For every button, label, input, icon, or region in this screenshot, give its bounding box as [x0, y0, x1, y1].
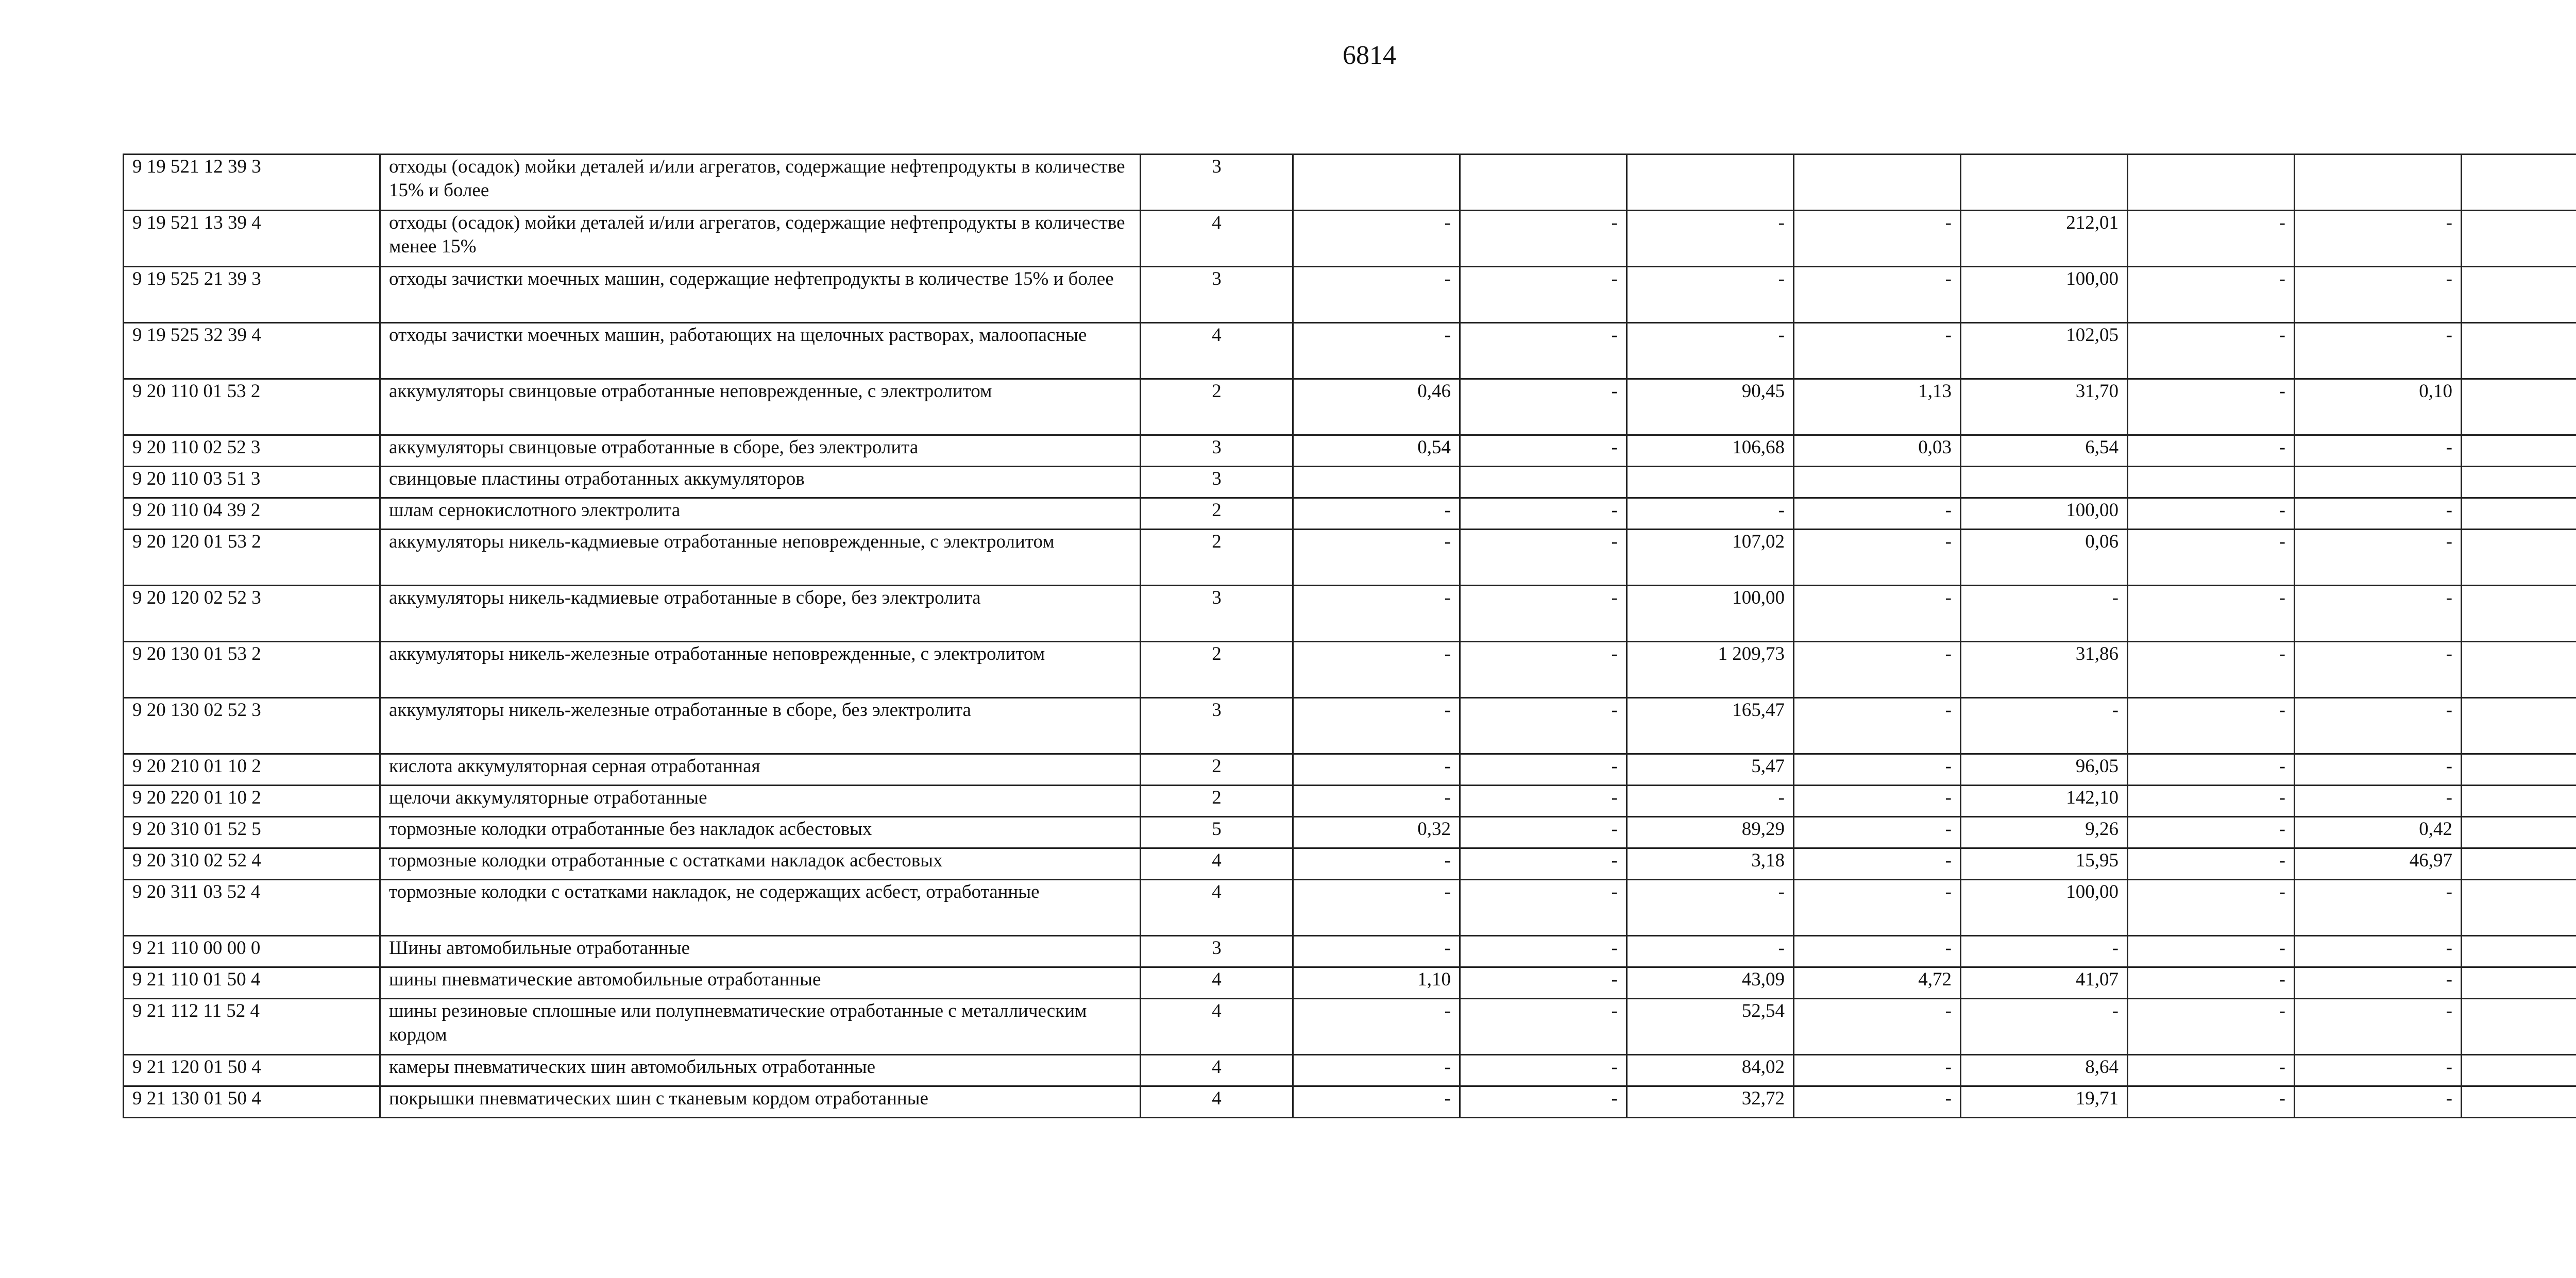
- value-cell: -: [1293, 786, 1460, 817]
- value-cell: -: [1293, 211, 1460, 267]
- value-cell: [1627, 467, 1794, 498]
- value-cell: -: [1460, 1055, 1627, 1086]
- value-cell: -: [2295, 586, 2462, 642]
- value-cell: -: [2128, 267, 2295, 323]
- value-cell: 52,54: [1627, 999, 1794, 1055]
- waste-name-cell: камеры пневматических шин автомобильных отработанные: [380, 1055, 1141, 1086]
- value-cell: -: [2128, 1086, 2295, 1118]
- value-cell: 0,10: [2295, 379, 2462, 435]
- value-cell: -: [2128, 786, 2295, 817]
- value-cell: -: [2128, 642, 2295, 698]
- value-cell: -: [2295, 435, 2462, 467]
- value-cell: 1 209,73: [1627, 642, 1794, 698]
- value-cell: 165,47: [1627, 698, 1794, 754]
- value-cell: -: [1794, 586, 1961, 642]
- value-cell: -: [1293, 1086, 1460, 1118]
- table-row: [124, 530, 2576, 586]
- hazard-class-cell: 5: [1141, 817, 1293, 848]
- table-row: [124, 698, 2576, 754]
- value-cell: -: [1460, 967, 1627, 999]
- hazard-class-cell: 3: [1141, 155, 1293, 211]
- value-cell: [2462, 936, 2576, 967]
- table-row: [124, 323, 2576, 379]
- value-cell: [2462, 754, 2576, 786]
- value-cell: -: [1460, 786, 1627, 817]
- waste-code-cell: 9 20 130 02 52 3: [124, 698, 380, 754]
- value-cell: [2462, 642, 2576, 698]
- value-cell: -: [2128, 880, 2295, 936]
- value-cell: [1794, 155, 1961, 211]
- value-cell: 46,97: [2295, 848, 2462, 880]
- value-cell: [2462, 880, 2576, 936]
- value-cell: -: [1293, 880, 1460, 936]
- value-cell: [2462, 323, 2576, 379]
- table-row: [124, 817, 2576, 848]
- value-cell: [1794, 467, 1961, 498]
- value-cell: -: [1460, 530, 1627, 586]
- value-cell: [2128, 155, 2295, 211]
- waste-code-cell: 9 20 210 01 10 2: [124, 754, 380, 786]
- value-cell: -: [1794, 786, 1961, 817]
- table-row: [124, 880, 2576, 936]
- value-cell: -: [2295, 498, 2462, 530]
- waste-name-cell: покрышки пневматических шин с тканевым кордом отработанные: [380, 1086, 1141, 1118]
- hazard-class-cell: 3: [1141, 698, 1293, 754]
- value-cell: [2462, 1055, 2576, 1086]
- value-cell: -: [2295, 1086, 2462, 1118]
- hazard-class-cell: 2: [1141, 754, 1293, 786]
- value-cell: [1961, 155, 2128, 211]
- value-cell: [2462, 999, 2576, 1055]
- hazard-class-cell: 4: [1141, 880, 1293, 936]
- hazard-class-cell: 2: [1141, 379, 1293, 435]
- waste-code-cell: 9 21 112 11 52 4: [124, 999, 380, 1055]
- value-cell: [1293, 155, 1460, 211]
- hazard-class-cell: 4: [1141, 1086, 1293, 1118]
- value-cell: [2462, 267, 2576, 323]
- value-cell: [2462, 155, 2576, 211]
- value-cell: -: [2128, 848, 2295, 880]
- waste-table: [123, 154, 2576, 1118]
- waste-name-cell: кислота аккумуляторная серная отработанная: [380, 754, 1141, 786]
- value-cell: -: [1627, 880, 1794, 936]
- waste-code-cell: 9 21 130 01 50 4: [124, 1086, 380, 1118]
- waste-code-cell: 9 20 220 01 10 2: [124, 786, 380, 817]
- table-row: [124, 211, 2576, 267]
- value-cell: -: [1293, 698, 1460, 754]
- value-cell: -: [2295, 880, 2462, 936]
- value-cell: 0,06: [1961, 530, 2128, 586]
- table-row: [124, 586, 2576, 642]
- value-cell: [2462, 848, 2576, 880]
- value-cell: [2462, 698, 2576, 754]
- waste-code-cell: 9 20 110 03 51 3: [124, 467, 380, 498]
- value-cell: -: [1794, 530, 1961, 586]
- value-cell: -: [1794, 698, 1961, 754]
- value-cell: 3,18: [1627, 848, 1794, 880]
- value-cell: -: [1794, 1055, 1961, 1086]
- table-row: [124, 498, 2576, 530]
- waste-code-cell: 9 21 110 00 00 0: [124, 936, 380, 967]
- value-cell: -: [2295, 267, 2462, 323]
- value-cell: 84,02: [1627, 1055, 1794, 1086]
- value-cell: 8,64: [1961, 1055, 2128, 1086]
- value-cell: 32,72: [1627, 1086, 1794, 1118]
- value-cell: -: [1794, 999, 1961, 1055]
- value-cell: 142,10: [1961, 786, 2128, 817]
- value-cell: -: [2295, 754, 2462, 786]
- waste-name-cell: щелочи аккумуляторные отработанные: [380, 786, 1141, 817]
- table-row: [124, 379, 2576, 435]
- waste-name-cell: шины резиновые сплошные или полупневматические отработанные с металлическим кордом: [380, 999, 1141, 1055]
- value-cell: -: [1794, 817, 1961, 848]
- value-cell: 0,32: [1293, 817, 1460, 848]
- value-cell: 102,05: [1961, 323, 2128, 379]
- value-cell: 89,29: [1627, 817, 1794, 848]
- table-row: [124, 967, 2576, 999]
- value-cell: 4,72: [1794, 967, 1961, 999]
- waste-name-cell: свинцовые пластины отработанных аккумуляторов: [380, 467, 1141, 498]
- value-cell: [1961, 467, 2128, 498]
- value-cell: -: [1794, 880, 1961, 936]
- value-cell: -: [2128, 379, 2295, 435]
- value-cell: 5,47: [1627, 754, 1794, 786]
- waste-name-cell: аккумуляторы свинцовые отработанные в сборе, без электролита: [380, 435, 1141, 467]
- value-cell: -: [2128, 586, 2295, 642]
- value-cell: -: [1293, 642, 1460, 698]
- value-cell: -: [1961, 936, 2128, 967]
- value-cell: -: [1293, 1055, 1460, 1086]
- table-body: [124, 155, 2576, 1118]
- value-cell: 0,46: [1293, 379, 1460, 435]
- table-row: [124, 754, 2576, 786]
- value-cell: -: [2295, 211, 2462, 267]
- waste-name-cell: отходы зачистки моечных машин, работающих на щелочных растворах, малоопасные: [380, 323, 1141, 379]
- hazard-class-cell: 4: [1141, 323, 1293, 379]
- value-cell: 9,26: [1961, 817, 2128, 848]
- value-cell: 106,68: [1627, 435, 1794, 467]
- value-cell: -: [1293, 267, 1460, 323]
- value-cell: 19,71: [1961, 1086, 2128, 1118]
- hazard-class-cell: 2: [1141, 642, 1293, 698]
- value-cell: [1627, 155, 1794, 211]
- hazard-class-cell: 2: [1141, 530, 1293, 586]
- value-cell: -: [1460, 435, 1627, 467]
- waste-name-cell: аккумуляторы никель-кадмиевые отработанные в сборе, без электролита: [380, 586, 1141, 642]
- table-row: [124, 435, 2576, 467]
- value-cell: [2462, 530, 2576, 586]
- value-cell: -: [1794, 323, 1961, 379]
- value-cell: -: [2128, 1055, 2295, 1086]
- value-cell: -: [1794, 1086, 1961, 1118]
- waste-code-cell: 9 20 110 04 39 2: [124, 498, 380, 530]
- waste-code-cell: 9 21 110 01 50 4: [124, 967, 380, 999]
- value-cell: 0,42: [2295, 817, 2462, 848]
- table-row: [124, 467, 2576, 498]
- value-cell: 90,45: [1627, 379, 1794, 435]
- value-cell: -: [2295, 530, 2462, 586]
- value-cell: [1460, 467, 1627, 498]
- value-cell: -: [2295, 786, 2462, 817]
- value-cell: -: [2128, 498, 2295, 530]
- value-cell: -: [1794, 754, 1961, 786]
- value-cell: [2462, 435, 2576, 467]
- value-cell: -: [1460, 848, 1627, 880]
- value-cell: -: [1627, 786, 1794, 817]
- waste-name-cell: шлам сернокислотного электролита: [380, 498, 1141, 530]
- waste-name-cell: Шины автомобильные отработанные: [380, 936, 1141, 967]
- hazard-class-cell: 3: [1141, 586, 1293, 642]
- page-number: 6814: [1343, 41, 1396, 70]
- table-row: [124, 936, 2576, 967]
- waste-name-cell: отходы (осадок) мойки деталей и/или агрегатов, содержащие нефтепродукты в количестве менее 15%: [380, 211, 1141, 267]
- value-cell: -: [2128, 211, 2295, 267]
- waste-name-cell: тормозные колодки отработанные без накладок асбестовых: [380, 817, 1141, 848]
- waste-name-cell: аккумуляторы свинцовые отработанные неповрежденные, с электролитом: [380, 379, 1141, 435]
- value-cell: [1293, 467, 1460, 498]
- value-cell: -: [1293, 586, 1460, 642]
- table-row: [124, 848, 2576, 880]
- waste-name-cell: аккумуляторы никель-железные отработанные в сборе, без электролита: [380, 698, 1141, 754]
- waste-code-cell: 9 20 110 02 52 3: [124, 435, 380, 467]
- value-cell: [2462, 1086, 2576, 1118]
- value-cell: 0,54: [1293, 435, 1460, 467]
- value-cell: -: [1460, 323, 1627, 379]
- table-row: [124, 1086, 2576, 1118]
- hazard-class-cell: 2: [1141, 786, 1293, 817]
- value-cell: 100,00: [1961, 880, 2128, 936]
- value-cell: -: [1794, 848, 1961, 880]
- table-row: [124, 1055, 2576, 1086]
- value-cell: -: [1627, 323, 1794, 379]
- table-row: [124, 155, 2576, 211]
- value-cell: 100,00: [1961, 498, 2128, 530]
- value-cell: -: [1460, 880, 1627, 936]
- waste-name-cell: отходы зачистки моечных машин, содержащие нефтепродукты в количестве 15% и более: [380, 267, 1141, 323]
- value-cell: 31,70: [1961, 379, 2128, 435]
- value-cell: -: [1293, 999, 1460, 1055]
- value-cell: [2462, 498, 2576, 530]
- value-cell: [2128, 467, 2295, 498]
- value-cell: -: [1627, 211, 1794, 267]
- waste-code-cell: 9 21 120 01 50 4: [124, 1055, 380, 1086]
- waste-code-cell: 9 20 110 01 53 2: [124, 379, 380, 435]
- waste-name-cell: аккумуляторы никель-кадмиевые отработанные неповрежденные, с электролитом: [380, 530, 1141, 586]
- value-cell: [2462, 211, 2576, 267]
- value-cell: [2462, 467, 2576, 498]
- value-cell: -: [2128, 967, 2295, 999]
- value-cell: -: [1460, 642, 1627, 698]
- waste-code-cell: 9 20 130 01 53 2: [124, 642, 380, 698]
- value-cell: -: [1460, 267, 1627, 323]
- value-cell: -: [1293, 498, 1460, 530]
- value-cell: -: [2128, 999, 2295, 1055]
- hazard-class-cell: 4: [1141, 848, 1293, 880]
- table-row: [124, 642, 2576, 698]
- waste-name-cell: тормозные колодки с остатками накладок, не содержащих асбест, отработанные: [380, 880, 1141, 936]
- value-cell: -: [1460, 379, 1627, 435]
- value-cell: -: [2128, 754, 2295, 786]
- value-cell: [2462, 379, 2576, 435]
- value-cell: 100,00: [1961, 267, 2128, 323]
- value-cell: -: [2128, 817, 2295, 848]
- value-cell: 1,10: [1293, 967, 1460, 999]
- hazard-class-cell: 3: [1141, 936, 1293, 967]
- value-cell: -: [1794, 211, 1961, 267]
- value-cell: -: [1460, 211, 1627, 267]
- waste-name-cell: шины пневматические автомобильные отработанные: [380, 967, 1141, 999]
- value-cell: [2462, 586, 2576, 642]
- value-cell: -: [1293, 848, 1460, 880]
- value-cell: 6,54: [1961, 435, 2128, 467]
- waste-code-cell: 9 20 120 01 53 2: [124, 530, 380, 586]
- waste-name-cell: аккумуляторы никель-железные отработанные неповрежденные, с электролитом: [380, 642, 1141, 698]
- value-cell: -: [1794, 267, 1961, 323]
- value-cell: -: [2128, 530, 2295, 586]
- hazard-class-cell: 4: [1141, 999, 1293, 1055]
- value-cell: [2462, 786, 2576, 817]
- waste-code-cell: 9 19 521 12 39 3: [124, 155, 380, 211]
- hazard-class-cell: 3: [1141, 267, 1293, 323]
- value-cell: -: [1961, 999, 2128, 1055]
- value-cell: 41,07: [1961, 967, 2128, 999]
- hazard-class-cell: 4: [1141, 211, 1293, 267]
- hazard-class-cell: 4: [1141, 1055, 1293, 1086]
- value-cell: -: [1460, 1086, 1627, 1118]
- hazard-class-cell: 3: [1141, 435, 1293, 467]
- table-row: [124, 999, 2576, 1055]
- value-cell: -: [2128, 323, 2295, 379]
- waste-code-cell: 9 20 120 02 52 3: [124, 586, 380, 642]
- value-cell: 96,05: [1961, 754, 2128, 786]
- hazard-class-cell: 4: [1141, 967, 1293, 999]
- hazard-class-cell: 2: [1141, 498, 1293, 530]
- value-cell: 0,03: [1794, 435, 1961, 467]
- value-cell: -: [1627, 267, 1794, 323]
- waste-code-cell: 9 19 525 32 39 4: [124, 323, 380, 379]
- value-cell: -: [1293, 936, 1460, 967]
- value-cell: 43,09: [1627, 967, 1794, 999]
- value-cell: -: [1794, 936, 1961, 967]
- value-cell: -: [2295, 642, 2462, 698]
- value-cell: -: [1627, 936, 1794, 967]
- value-cell: -: [2128, 698, 2295, 754]
- value-cell: [1460, 155, 1627, 211]
- value-cell: -: [1627, 498, 1794, 530]
- value-cell: -: [1460, 817, 1627, 848]
- value-cell: 100,00: [1627, 586, 1794, 642]
- value-cell: [2295, 467, 2462, 498]
- value-cell: -: [2295, 967, 2462, 999]
- value-cell: 1,13: [1794, 379, 1961, 435]
- waste-name-cell: отходы (осадок) мойки деталей и/или агрегатов, содержащие нефтепродукты в количестве 15% и более: [380, 155, 1141, 211]
- value-cell: -: [1460, 754, 1627, 786]
- table-row: [124, 267, 2576, 323]
- value-cell: -: [2295, 698, 2462, 754]
- value-cell: -: [1293, 323, 1460, 379]
- value-cell: 31,86: [1961, 642, 2128, 698]
- value-cell: -: [2295, 323, 2462, 379]
- value-cell: -: [1460, 936, 1627, 967]
- value-cell: -: [2128, 936, 2295, 967]
- hazard-class-cell: 3: [1141, 467, 1293, 498]
- waste-code-cell: 9 20 311 03 52 4: [124, 880, 380, 936]
- value-cell: -: [1293, 754, 1460, 786]
- value-cell: 15,95: [1961, 848, 2128, 880]
- value-cell: -: [1460, 698, 1627, 754]
- value-cell: -: [2295, 999, 2462, 1055]
- value-cell: -: [1794, 498, 1961, 530]
- value-cell: -: [2128, 435, 2295, 467]
- value-cell: -: [1460, 498, 1627, 530]
- value-cell: -: [2295, 1055, 2462, 1086]
- value-cell: -: [1961, 586, 2128, 642]
- value-cell: -: [1293, 530, 1460, 586]
- value-cell: -: [2295, 936, 2462, 967]
- value-cell: 107,02: [1627, 530, 1794, 586]
- value-cell: [2462, 967, 2576, 999]
- value-cell: -: [1794, 642, 1961, 698]
- table-row: [124, 786, 2576, 817]
- waste-code-cell: 9 19 521 13 39 4: [124, 211, 380, 267]
- value-cell: [2295, 155, 2462, 211]
- waste-code-cell: 9 20 310 01 52 5: [124, 817, 380, 848]
- value-cell: 212,01: [1961, 211, 2128, 267]
- waste-name-cell: тормозные колодки отработанные с остатками накладок асбестовых: [380, 848, 1141, 880]
- waste-code-cell: 9 19 525 21 39 3: [124, 267, 380, 323]
- value-cell: -: [1460, 586, 1627, 642]
- value-cell: -: [1961, 698, 2128, 754]
- waste-code-cell: 9 20 310 02 52 4: [124, 848, 380, 880]
- value-cell: -: [1460, 999, 1627, 1055]
- value-cell: [2462, 817, 2576, 848]
